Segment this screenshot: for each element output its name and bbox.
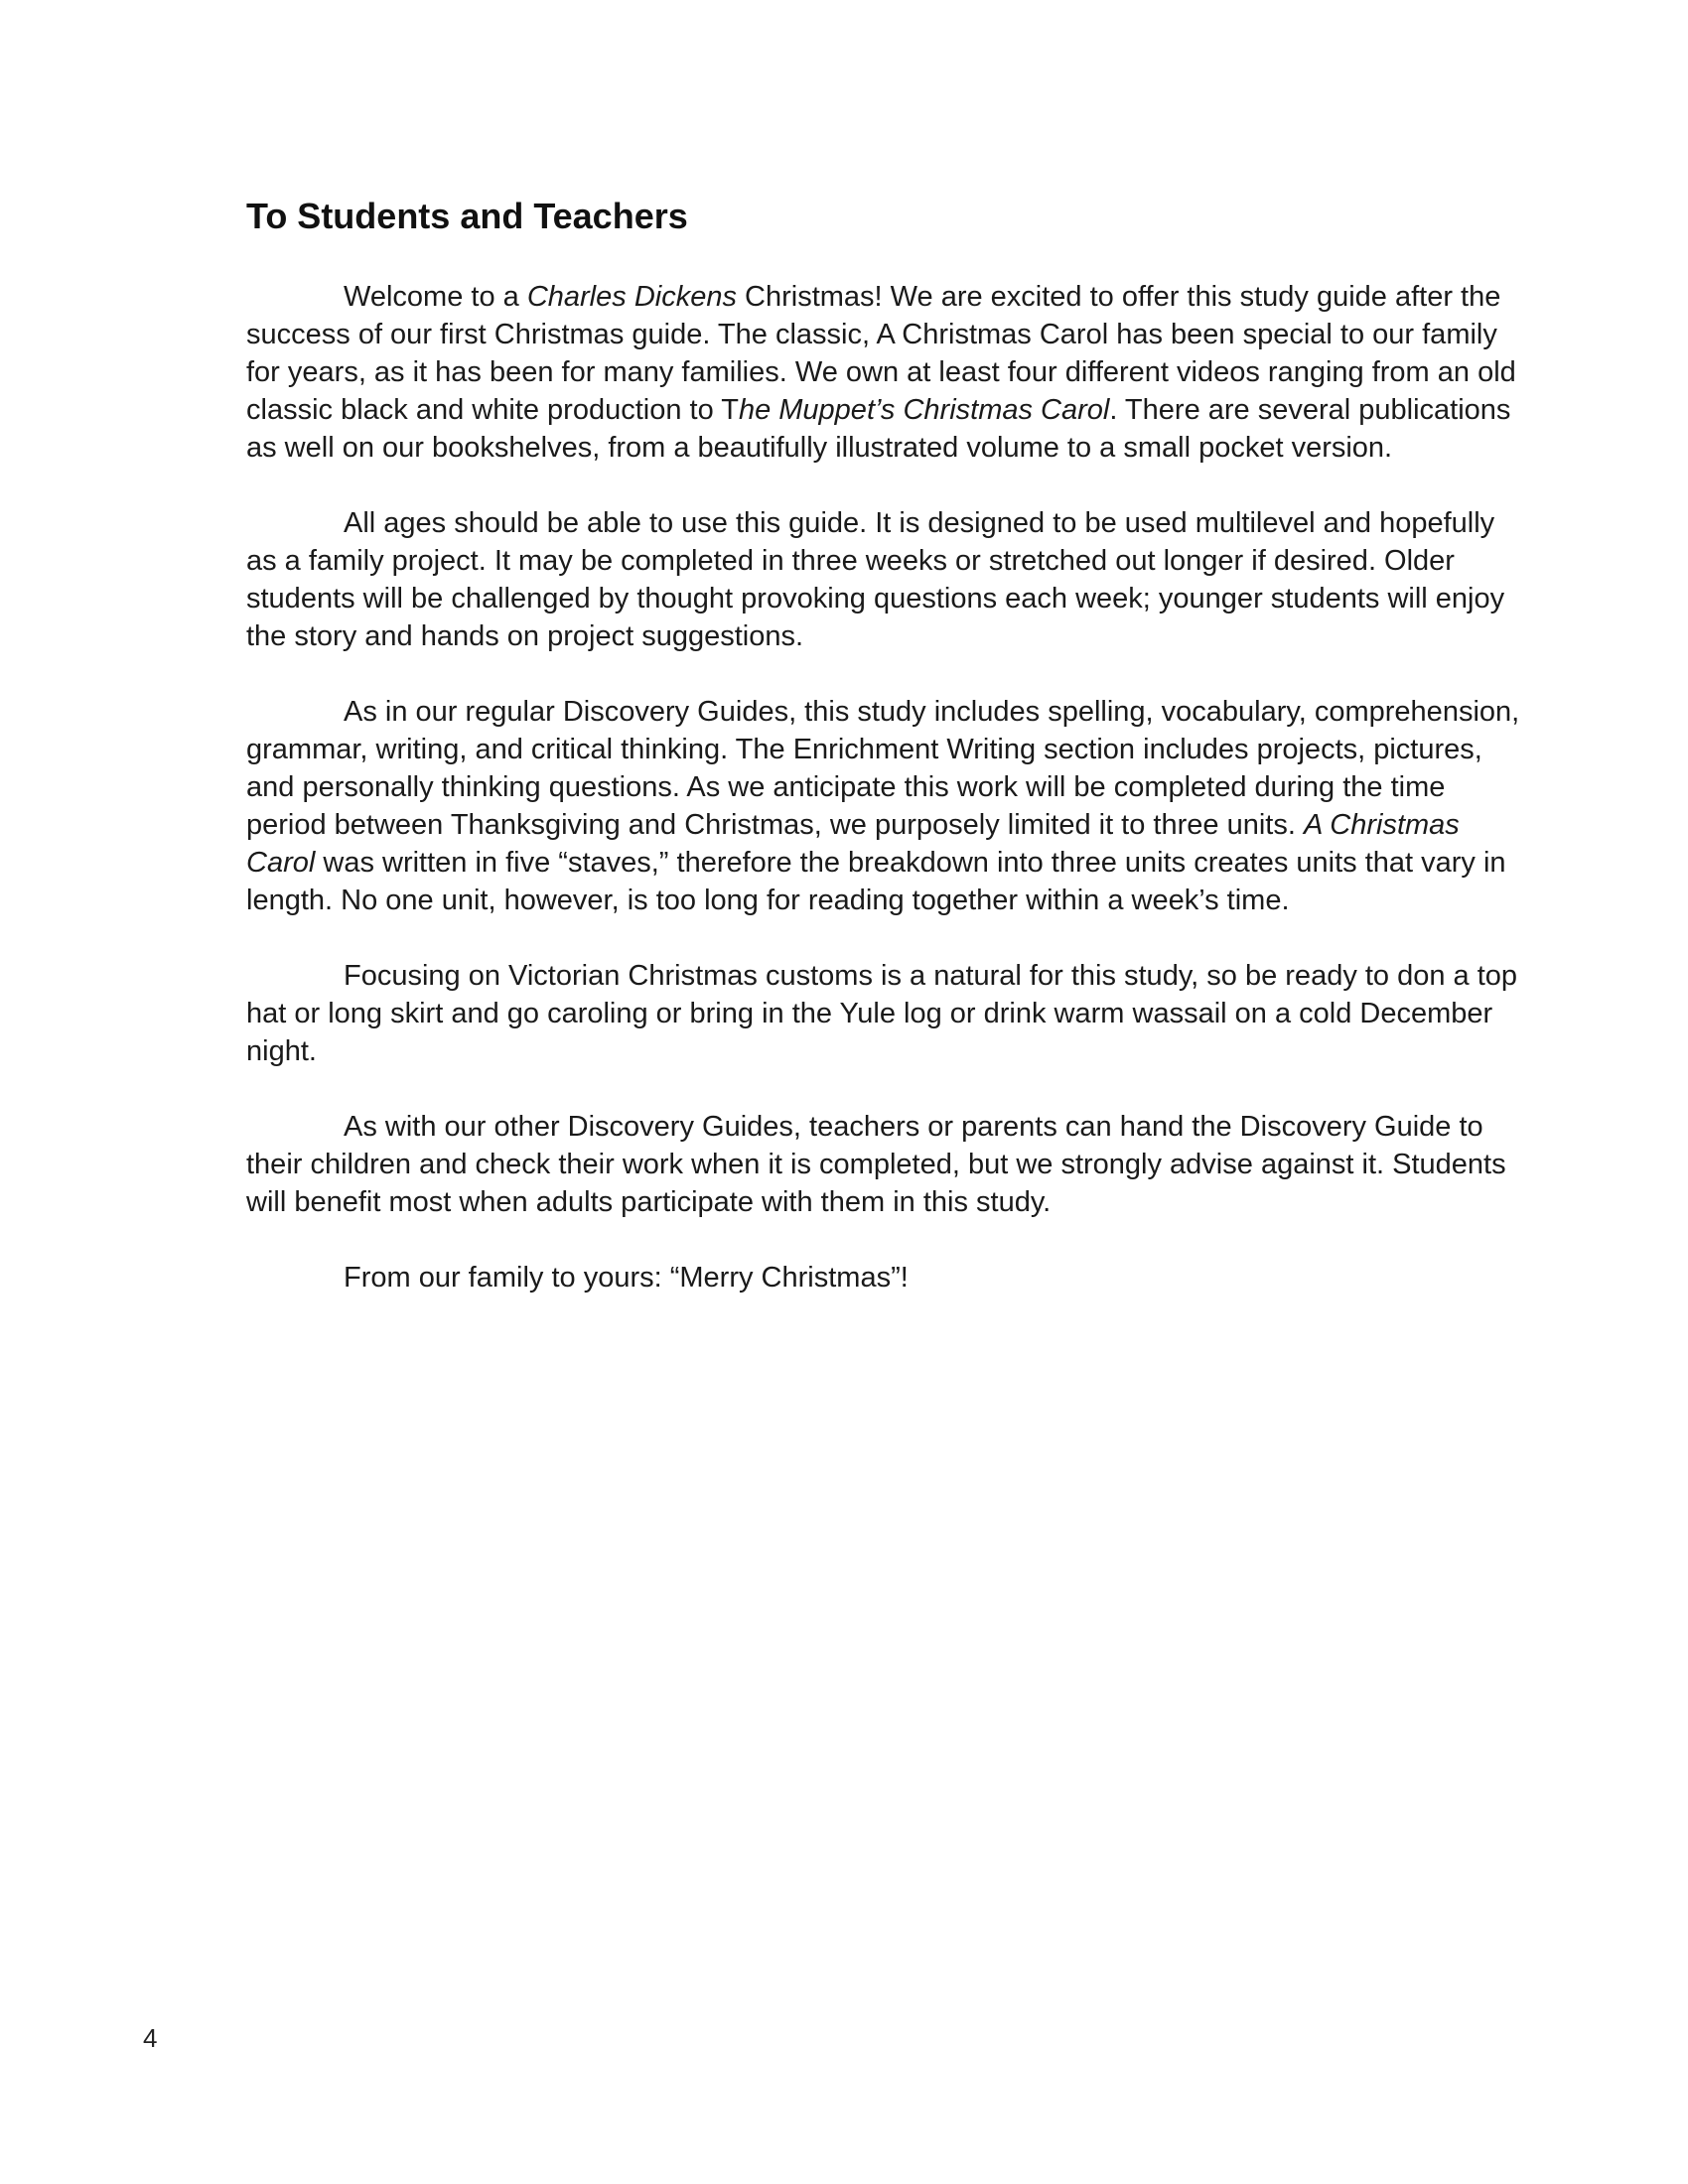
text-run: Christmas! We are excited to offer this study guide after the success of our first Christmas guide. The classic, A Christmas Carol has been special to our family for years, as it has been for many families. We own at least four different videos ranging from an old classic black and white production to T xyxy=(246,281,1516,426)
paragraph-victorian-customs xyxy=(246,957,1527,1070)
body-text xyxy=(246,278,1527,1334)
text-run: . There are several publications as well on our bookshelves, from a beautifully illustrated volume to a small pocket version. xyxy=(246,394,1511,464)
text-run: From our family to yours: “Merry Christmas”! xyxy=(344,1262,909,1294)
text-run: Focusing on Victorian Christmas customs is a natural for this study, so be ready to don a top hat or long skirt and go caroling or bring in the Yule log or drink warm wassail on a cold December night. xyxy=(246,960,1518,1067)
text-run: All ages should be able to use this guide. It is designed to be used multilevel and hopefully as a family project. It may be completed in three weeks or stretched out longer if desired. Older students will be challenged by thought provoking questions each week; younger students will enjoy the story and hands on project suggestions. xyxy=(246,507,1505,652)
italic-text-run: A Christmas Carol xyxy=(246,809,1460,879)
text-run: As in our regular Discovery Guides, this study includes spelling, vocabulary, comprehension, grammar, writing, and critical thinking. The Enrichment Writing section includes projects, pictures, and personally thinking questions. As we anticipate this work will be completed during the time period between Thanksgiving and Christmas, we purposely limited it to three units. xyxy=(246,696,1520,841)
italic-text-run: Charles Dickens xyxy=(526,281,737,313)
paragraph-all-ages xyxy=(246,504,1527,655)
text-run: Welcome to a xyxy=(344,281,527,313)
text-run: As with our other Discovery Guides, teachers or parents can hand the Discovery Guide to their children and check their work when it is completed, but we strongly advise against it. Students will benefit most when adults participate with them in this study. xyxy=(246,1111,1506,1218)
paragraph-discovery-guides xyxy=(246,693,1527,919)
paragraph-closing xyxy=(246,1259,1527,1297)
italic-text-run: he Muppet’s Christmas Carol xyxy=(738,394,1110,426)
text-run: was written in five “staves,” therefore the breakdown into three units creates units that vary in length. No one unit, however, is too long for reading together within a week’s time. xyxy=(246,847,1506,916)
paragraph-teachers-parents xyxy=(246,1108,1527,1221)
paragraph-welcome xyxy=(246,278,1527,467)
page-title: To Students and Teachers xyxy=(246,196,688,236)
page-number: 4 xyxy=(143,2023,158,2053)
